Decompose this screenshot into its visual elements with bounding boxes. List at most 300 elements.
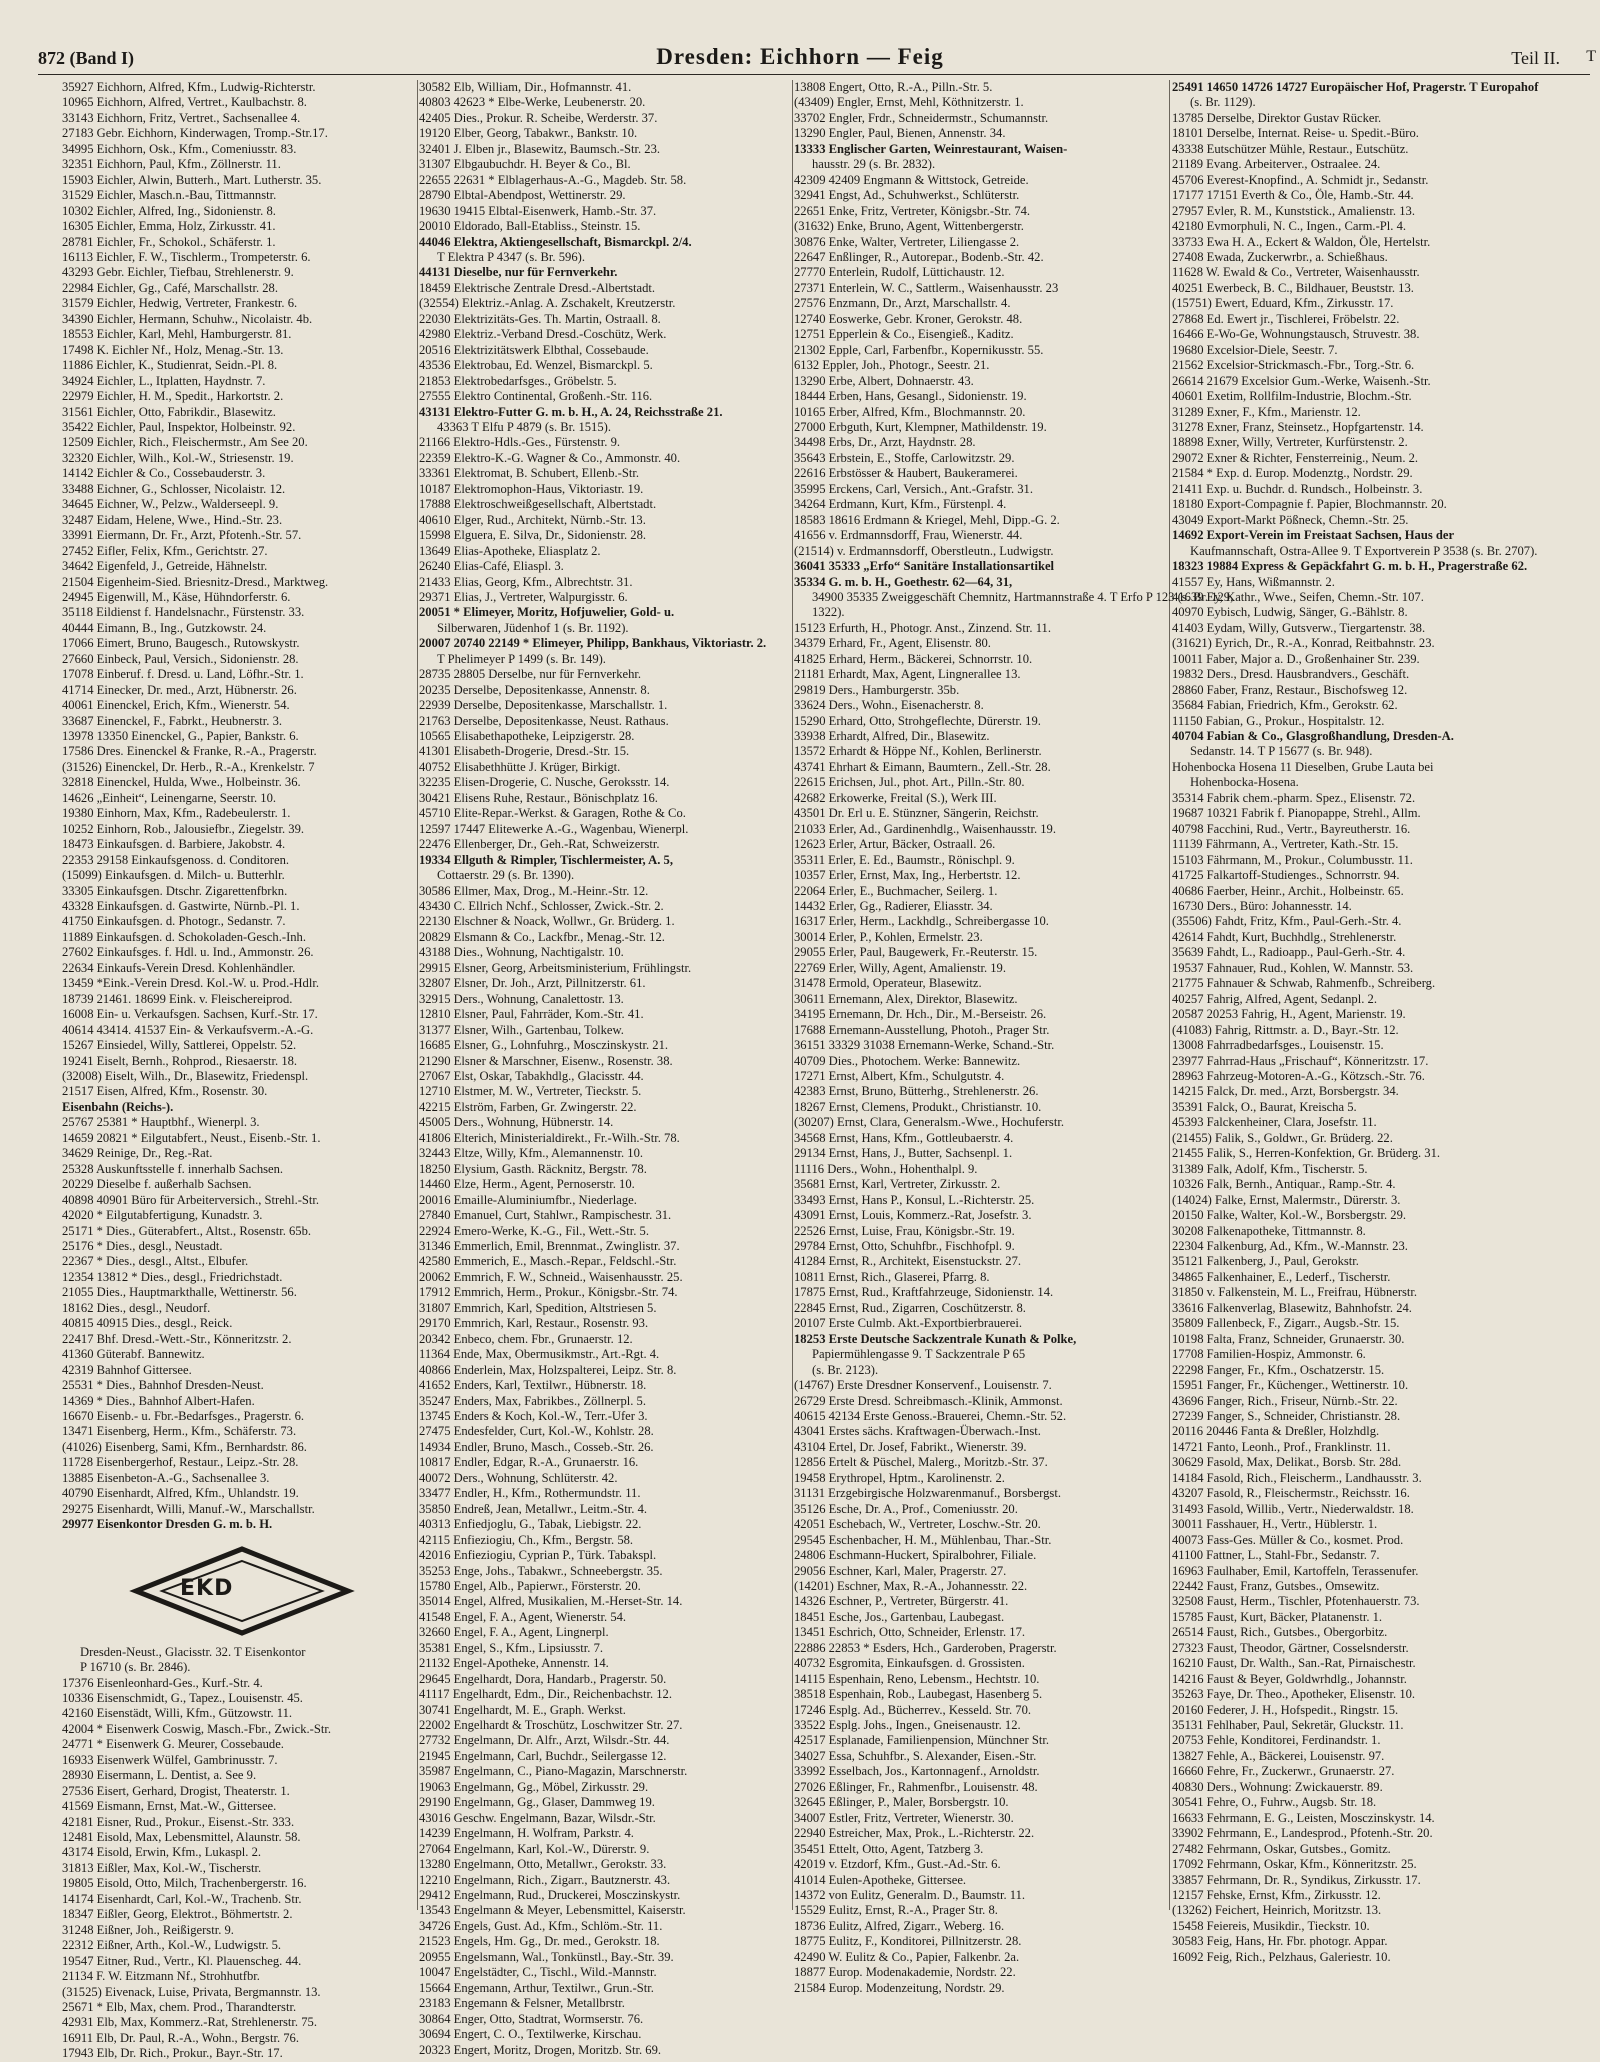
directory-entry: 21033 Erler, Ad., Gardinenhdlg., Waisenhausstr. 19.	[794, 821, 1056, 836]
directory-entry: 12623 Erler, Artur, Bäcker, Ostraall. 26.	[794, 837, 996, 852]
directory-entry: 41806 Elterich, Ministerialdirekt., Fr.-Wilh.-Str. 78.	[419, 1130, 680, 1145]
directory-entry: 12597 17447 Elitewerke A.-G., Wagenbau, Wienerpl.	[419, 821, 689, 836]
directory-entry: 41639 Ey, Kathr., Wwe., Seifen, Chemn.-Str. 107.	[1172, 589, 1424, 604]
directory-entry: 18459 Elektrische Zentrale Dresd.-Albertstadt.	[419, 280, 656, 295]
directory-entry: 42215 Elström, Farben, Gr. Zwingerstr. 22.	[419, 1099, 637, 1114]
directory-entry: 10165 Erber, Alfred, Kfm., Blochmannstr. 20.	[794, 404, 1026, 419]
directory-entry: 35809 Fallenbeck, F., Zigarr., Augsb.-Str. 15.	[1172, 1316, 1400, 1331]
directory-entry: 41100 Fattner, L., Stahl-Fbr., Sedanstr. 7.	[1172, 1548, 1380, 1563]
directory-entry: 20107 Erste Culmb. Akt.-Exportbierbrauerei.	[794, 1316, 1023, 1331]
directory-entry: 42019 v. Etzdorf, Kfm., Gust.-Ad.-Str. 6.	[794, 1857, 1001, 1872]
directory-entry: 27957 Evler, R. M., Kunststick., Amalienstr. 13.	[1172, 203, 1415, 218]
directory-entry: 34642 Eigenfeld, J., Getreide, Hähnelstr.	[62, 559, 268, 574]
directory-entry: 15998 Elguera, E. Silva, Dr., Sidonienstr. 28.	[419, 528, 647, 543]
directory-entry: 25171 * Dies., Güterabfert., Altst., Rosenstr. 65b.	[62, 1223, 312, 1238]
directory-entry: 33624 Ders., Wohn., Eisenacherstr. 8.	[794, 698, 984, 713]
directory-entry: 41117 Engelhardt, Edm., Dir., Reichenbachstr. 12.	[419, 1687, 672, 1702]
directory-entry: 28930 Eisermann, L. Dentist, a. See 9.	[62, 1768, 257, 1783]
directory-entry: 41569 Eismann, Ernst, Mat.-W., Gittersee.	[62, 1799, 277, 1814]
directory-entry: 29055 Erler, Paul, Baugewerk, Fr.-Reuterstr. 15.	[794, 945, 1038, 960]
directory-entry: 22417 Bhf. Dresd.-Wett.-Str., Könneritzstr. 2.	[62, 1331, 292, 1346]
directory-entry: 27555 Elektro Continental, Großenh.-Str. 116.	[419, 389, 653, 404]
directory-entry: 31389 Falk, Adolf, Kfm., Tischerstr. 5.	[1172, 1161, 1368, 1176]
directory-entry: 28735 28805 Derselbe, nur für Fernverkehr.	[419, 667, 642, 682]
directory-entry: 44046 Elektra, Aktiengesellschaft, Bismarckpl. 2/4.	[419, 234, 692, 249]
directory-entry: 18250 Elysium, Gasth. Räcknitz, Bergstr. 78.	[419, 1161, 647, 1176]
directory-entry: 13978 13350 Einenckel, G., Papier, Bankstr. 6.	[62, 729, 299, 744]
directory-entry: 11364 Ende, Max, Obermusikmstr., Art.-Rgt. 4.	[419, 1347, 660, 1362]
directory-entry: 21504 Eigenheim-Sied. Briesnitz-Dresd., Marktweg.	[62, 574, 329, 589]
directory-entry: 29412 Engelmann, Rud., Druckerei, Mosczinskystr.	[419, 1888, 681, 1903]
directory-entry: 12157 Fehske, Ernst, Kfm., Zirkusstr. 12.	[1172, 1888, 1381, 1903]
directory-entry: (31621) Eyrich, Dr., R.-A., Konrad, Reitbahnstr. 23.	[1172, 636, 1435, 651]
directory-entry: 17875 Ernst, Rud., Kraftfahrzeuge, Sidonienstr. 14.	[794, 1285, 1054, 1300]
directory-entry: 33938 Erhardt, Alfred, Dir., Blasewitz.	[794, 729, 990, 744]
directory-entry: (41026) Eisenberg, Sami, Kfm., Bernhardstr. 86.	[62, 1439, 307, 1454]
directory-entry: 27602 Einkaufsges. f. Hdl. u. Ind., Ammonstr. 26.	[62, 945, 314, 960]
directory-entry: 30582 Elb, William, Dir., Hofmannstr. 41.	[419, 80, 632, 94]
directory-entry: 20160 Federer, J. H., Hofspedit., Ringstr. 15.	[1172, 1702, 1399, 1717]
directory-entry: 13471 Eisenberg, Herm., Kfm., Schäferstr. 73.	[62, 1424, 297, 1439]
directory-entry: 22634 Einkaufs-Verein Dresd. Kohlenhändler.	[62, 960, 296, 975]
directory-entry: (31525) Eivenack, Luise, Privata, Bergmannstr. 13.	[62, 1984, 321, 1999]
directory-entry: 35927 Eichhorn, Alfred, Kfm., Ludwig-Richterstr.	[62, 80, 316, 94]
directory-entry: 10357 Erler, Ernst, Max, Ing., Herbertstr. 12.	[794, 868, 1021, 883]
directory-entry: 17708 Familien-Hospiz, Ammonstr. 6.	[1172, 1347, 1366, 1362]
column-divider	[1169, 80, 1170, 1910]
directory-entry: 20150 Falke, Walter, Kol.-W., Borsbergstr. 29.	[1172, 1208, 1407, 1223]
directory-entry: 25767 25381 * Hauptbhf., Wienerpl. 3.	[62, 1115, 260, 1130]
directory-entry: 33702 Engler, Frdr., Schneidermstr., Schumannstr.	[794, 110, 1049, 125]
directory-entry: 10187 Elektromophon-Haus, Viktoriastr. 19.	[419, 481, 644, 496]
directory-entry: 42020 * Eilgutabfertigung, Kunadstr. 3.	[62, 1208, 263, 1223]
directory-entry: 42931 Elb, Max, Kommerz.-Rat, Strehlenerstr. 75.	[62, 2015, 317, 2030]
directory-entry: 13827 Fehle, A., Bäckerei, Louisenstr. 97.	[1172, 1748, 1385, 1763]
directory-entry: 22769 Erler, Willy, Agent, Amalienstr. 19.	[794, 960, 1007, 975]
directory-entry: 42319 Bahnhof Gittersee.	[62, 1362, 192, 1377]
directory-entry: 43104 Ertel, Dr. Josef, Fabrikt., Wienerstr. 39.	[794, 1439, 1027, 1454]
directory-entry: 19537 Fahnauer, Rud., Kohlen, W. Mannstr. 53.	[1172, 960, 1414, 975]
directory-entry: 20062 Emmrich, F. W., Schneid., Waisenhausstr. 25.	[419, 1269, 683, 1284]
directory-entry: 32443 Eltze, Willy, Kfm., Alemannenstr. 10.	[419, 1146, 644, 1161]
directory-entry: 42980 Elektriz.-Verband Dresd.-Coschütz, Werk.	[419, 327, 667, 342]
directory-entry: 20229 Dieselbe f. außerhalb Sachsen.	[62, 1177, 252, 1192]
directory-entry: 42309 42409 Engmann & Wittstock, Getreide.	[794, 172, 1029, 187]
directory-entry: 35451 Ettelt, Otto, Agent, Tatzberg 3.	[794, 1841, 984, 1856]
directory-entry: 27239 Fanger, S., Schneider, Christianstr. 28.	[1172, 1408, 1401, 1423]
directory-entry: 43174 Eisold, Erwin, Kfm., Lukaspl. 2.	[62, 1845, 262, 1860]
directory-entry: 22845 Ernst, Rud., Zigarren, Coschützerstr. 8.	[794, 1300, 1026, 1315]
directory-entry: 40251 Ewerbeck, B. C., Bildhauer, Beuststr. 13.	[1172, 280, 1414, 295]
directory-entry: 30694 Engert, C. O., Textilwerke, Kirschau.	[419, 2027, 642, 2042]
directory-entry: 42490 W. Eulitz & Co., Papier, Falkenbr. 2a.	[794, 1949, 1020, 1964]
directory-entry: 22526 Ernst, Luise, Frau, Königsbr.-Str. 19.	[794, 1223, 1015, 1238]
directory-entry: (14024) Falke, Ernst, Malermstr., Dürerstr. 3.	[1172, 1192, 1401, 1207]
directory-entry: 21433 Elias, Georg, Kfm., Albrechtstr. 31.	[419, 574, 633, 589]
header-rule	[38, 74, 1590, 75]
directory-entry: T Elektra P 4347 (s. Br. 596).	[437, 249, 585, 264]
directory-entry: (14201) Eschner, Max, R.-A., Johannesstr. 22.	[794, 1578, 1028, 1593]
directory-entry: Papiermühlengasse 9. T Sackzentrale P 65	[812, 1347, 1026, 1362]
directory-entry: 33488 Eichner, G., Schlosser, Nicolaistr. 12.	[62, 481, 286, 496]
directory-entry: 41548 Engel, F. A., Agent, Wienerstr. 54.	[419, 1609, 627, 1624]
directory-entry: 21189 Evang. Arbeiterver., Ostraalee. 24.	[1172, 157, 1381, 172]
directory-entry: 19832 Ders., Dresd. Hausbrandvers., Geschäft.	[1172, 667, 1410, 682]
directory-entry: 27482 Fehrmann, Oskar, Gutsbes., Gomitz.	[1172, 1841, 1391, 1856]
directory-entry: 15458 Feiereis, Musikdir., Tieckstr. 10.	[1172, 1918, 1370, 1933]
directory-entry: (32008) Eiselt, Wilh., Dr., Blasewitz, Friedenspl.	[62, 1069, 309, 1083]
directory-entry: 11628 W. Ewald & Co., Vertreter, Waisenhausstr.	[1172, 265, 1420, 280]
directory-entry: 40614 43414. 41537 Ein- & Verkaufsverm.-A.-G.	[62, 1022, 314, 1037]
directory-entry: 20753 Fehle, Konditorei, Ferdinandstr. 1.	[1172, 1733, 1381, 1748]
directory-entry: 35391 Falck, O., Baurat, Kreischa 5.	[1172, 1099, 1357, 1114]
directory-entry: 30208 Falkenapotheke, Tittmannstr. 8.	[1172, 1223, 1366, 1238]
directory-entry: 16730 Ders., Büro: Johannesstr. 14.	[1172, 899, 1352, 914]
directory-entry: hausstr. 29 (s. Br. 2832).	[812, 157, 936, 172]
directory-entry: 35014 Engel, Alfred, Musikalien, M.-Herset-Str. 14.	[419, 1594, 683, 1609]
directory-entry: Hohenbocka-Hosena.	[1190, 775, 1299, 790]
directory-entry: 16670 Eisenb.- u. Fbr.-Bedarfsges., Pragerstr. 6.	[62, 1408, 305, 1423]
directory-entry: 14216 Faust & Beyer, Goldwrhdlg., Johannstr.	[1172, 1671, 1407, 1686]
directory-entry: 35639 Fahdt, L., Radioapp., Paul-Gerh.-Str. 4.	[1172, 945, 1406, 960]
directory-entry: 15664 Engemann, Arthur, Textilwr., Grun.-Str.	[419, 1980, 654, 1995]
directory-entry: 32320 Eichler, Wilh., Kol.-W., Striesenstr. 19.	[62, 450, 294, 465]
directory-entry: 13572 Erhardt & Höppe Nf., Kohlen, Berlinerstr.	[794, 744, 1042, 759]
directory-entry: 42160 Eisenstädt, Willi, Kfm., Gützowstr. 11.	[62, 1706, 293, 1721]
directory-entry: 43430 C. Ellrich Nchf., Schlosser, Zwick.-Str. 2.	[419, 899, 664, 914]
directory-entry: 14369 * Dies., Bahnhof Albert-Hafen.	[62, 1393, 255, 1408]
directory-entry: 17888 Elektroschweißgesellschaft, Albertstadt.	[419, 497, 657, 512]
directory-entry: 17271 Ernst, Albert, Kfm., Schulgutstr. 4.	[794, 1069, 1005, 1083]
directory-entry: 18101 Derselbe, Internat. Reise- u. Spedit.-Büro.	[1172, 126, 1419, 141]
directory-entry: (s. Br. 2123).	[812, 1362, 879, 1377]
directory-entry: 14432 Erler, Gg., Radierer, Eliasstr. 34.	[794, 899, 993, 914]
directory-entry: 10252 Einhorn, Rob., Jalousiefbr., Ziegelstr. 39.	[62, 821, 305, 836]
directory-entry: 20587 20253 Fahrig, H., Agent, Marienstr. 19.	[1172, 1007, 1406, 1022]
directory-entry: Kaufmannschaft, Ostra-Allee 9. T Exportverein P 3538 (s. Br. 2707).	[1190, 543, 1538, 558]
directory-entry: 27576 Enzmann, Dr., Arzt, Marschallstr. 4.	[794, 296, 1011, 311]
directory-entry: 35263 Faye, Dr. Theo., Apotheker, Elisenstr. 10.	[1172, 1687, 1416, 1702]
directory-entry: 27452 Eifler, Felix, Kfm., Gerichtstr. 27.	[62, 543, 268, 558]
directory-entry: Sedanstr. 14. T P 15677 (s. Br. 948).	[1190, 744, 1373, 759]
directory-entry: 20051 * Elimeyer, Moritz, Hofjuwelier, Gold- u.	[419, 605, 675, 620]
directory-entry: 13333 Englischer Garten, Weinrestaurant, Waisen-	[794, 141, 1068, 156]
directory-entry: 28790 Elbtal-Abendpost, Wettinerstr. 29.	[419, 188, 626, 203]
directory-entry: 21166 Elektro-Hdls.-Ges., Fürstenstr. 9.	[419, 435, 621, 450]
directory-entry: 21302 Epple, Carl, Farbenfbr., Kopernikusstr. 55.	[794, 342, 1044, 357]
directory-entry: 40686 Faerber, Heinr., Archit., Holbeinstr. 65.	[1172, 883, 1404, 898]
directory-entry: 32487 Eidam, Helene, Wwe., Hind.-Str. 23.	[62, 512, 283, 527]
directory-entry: 29190 Engelmann, Gg., Glaser, Dammweg 19.	[419, 1795, 655, 1810]
directory-entry: 14184 Fasold, Rich., Fleischerm., Landhausstr. 3.	[1172, 1470, 1422, 1485]
directory-entry: 6132 Eppler, Joh., Photogr., Seestr. 21.	[794, 358, 990, 373]
directory-entry: 32508 Faust, Herm., Tischler, Pfotenhauerstr. 73.	[1172, 1594, 1420, 1609]
directory-entry: 33902 Fehrmann, E., Landesprod., Pfotenh.-Str. 20.	[1172, 1826, 1433, 1841]
directory-entry: 29371 Elias, J., Vertreter, Walpurgisstr. 6.	[419, 589, 628, 604]
directory-entry: 35995 Erckens, Carl, Versich., Ant.-Grafstr. 31.	[794, 481, 1034, 496]
directory-entry: 41714 Einecker, Dr. med., Arzt, Hübnerstr. 26.	[62, 682, 297, 697]
directory-entry: 17586 Dres. Einenckel & Franke, R.-A., Pragerstr.	[62, 744, 317, 759]
directory-entry: 13008 Fahrradbedarfsges., Louisenstr. 15.	[1172, 1038, 1384, 1053]
directory-entry: 31561 Eichler, Otto, Fabrikdir., Blasewitz.	[62, 404, 276, 419]
directory-entry: 41360 Güterabf. Bannewitz.	[62, 1347, 205, 1362]
directory-entry: 34379 Erhard, Fr., Agent, Elisenstr. 80.	[794, 636, 991, 651]
directory-entry: 23977 Fahrrad-Haus „Frischauf“, Könneritzstr. 17.	[1172, 1053, 1429, 1068]
directory-entry: (31526) Einenckel, Dr. Herb., R.-A., Krenkelstr. 7	[62, 759, 315, 774]
directory-entry: 43131 Elektro-Futter G. m. b. H., A. 24, Reichsstraße 21.	[419, 404, 723, 419]
directory-entry: 21584 Europ. Modenzeitung, Nordstr. 29.	[794, 1980, 1005, 1995]
directory-entry: 14626 „Einheit“, Leinengarne, Seerstr. 10.	[62, 790, 277, 805]
directory-entry: 45710 Elite-Repar.-Werkst. & Garagen, Rothe & Co.	[419, 806, 686, 821]
directory-entry: 14215 Falck, Dr. med., Arzt, Borsbergstr. 34.	[1172, 1084, 1399, 1099]
directory-entry: 32941 Engst, Ad., Schuhwerkst., Schlüterstr.	[794, 188, 1020, 203]
directory-entry: 10326 Falk, Bernh., Antiquar., Ramp.-Str. 4.	[1172, 1177, 1396, 1192]
directory-entry: 20829 Elsmann & Co., Lackfbr., Menag.-Str. 12.	[419, 929, 665, 944]
directory-entry: 15123 Erfurth, H., Photogr. Anst., Zinzend. Str. 11.	[794, 620, 1051, 635]
directory-entry: 41725 Falkartoff-Studienges., Schnorrstr. 94.	[1172, 868, 1400, 883]
directory-entry: (31632) Enke, Bruno, Agent, Wittenbergerstr.	[794, 219, 1024, 234]
directory-entry: 45393 Falckenheiner, Clara, Josefstr. 11.	[1172, 1115, 1377, 1130]
directory-entry: 29170 Emmrich, Karl, Restaur., Rosenstr. 93.	[419, 1316, 649, 1331]
directory-entry: 38518 Espenhain, Rob., Laubegast, Hasenberg 5.	[794, 1687, 1043, 1702]
directory-entry: 14326 Eschner, P., Vertreter, Bürgerstr. 41.	[794, 1594, 1009, 1609]
part-label: Teil II.	[1511, 48, 1560, 68]
directory-entry: 12810 Elsner, Paul, Fahrräder, Kom.-Str. 41.	[419, 1007, 644, 1022]
directory-entry: 28963 Fahrzeug-Motoren-A.-G., Kötzsch.-Str. 76.	[1172, 1069, 1425, 1083]
directory-entry: 29819 Ders., Hamburgerstr. 35b.	[794, 682, 960, 697]
directory-entry: 27026 Eßlinger, Fr., Rahmenfbr., Louisenstr. 48.	[794, 1779, 1038, 1794]
directory-entry: 30421 Elisens Ruhe, Restaur., Bönischplatz 16.	[419, 790, 658, 805]
directory-entry: 20955 Engelsmann, Wal., Tonkünstl., Bay.-Str. 39.	[419, 1949, 674, 1964]
column-1	[62, 80, 417, 2061]
directory-entry: 42405 Dies., Prokur. R. Scheibe, Werderstr. 37.	[419, 110, 658, 125]
directory-entry: 33522 Esplg. Johs., Ingen., Gneisenaustr. 12.	[794, 1718, 1021, 1733]
directory-entry: 18473 Einkaufsgen. d. Barbiere, Jakobstr. 4.	[62, 837, 286, 852]
directory-entry: 18736 Eulitz, Alfred, Zigarr., Weberg. 16.	[794, 1918, 1005, 1933]
directory-entry: 42383 Ernst, Bruno, Bütterhg., Strehlenerstr. 26.	[794, 1084, 1039, 1099]
directory-entry: 45706 Everest-Knopfind., A. Schmidt jr., Sedanstr.	[1172, 172, 1429, 187]
directory-entry: 29915 Elsner, Georg, Arbeitsministerium, Frühlingstr.	[419, 960, 692, 975]
directory-entry: 31248 Eißner, Joh., Reißigerstr. 9.	[62, 1922, 234, 1937]
directory-entry: 36151 33329 31038 Ernemann-Werke, Schand.-Str.	[794, 1038, 1055, 1053]
directory-entry: 43049 Export-Markt Pößneck, Chemn.-Str. 25.	[1172, 512, 1409, 527]
directory-entry: 42682 Erkowerke, Freital (S.), Werk III.	[794, 790, 997, 805]
directory-entry: 40704 Fabian & Co., Glasgroßhandlung, Dresden-A.	[1172, 729, 1454, 744]
directory-entry: 18444 Erben, Hans, Gesangl., Sidonienstr. 19.	[794, 389, 1027, 404]
directory-entry: 19458 Erythropel, Hptm., Karolinenstr. 2.	[794, 1470, 1005, 1485]
directory-entry: 10817 Endler, Edgar, R.-A., Grunaerstr. 16.	[419, 1455, 639, 1470]
directory-entry: 40732 Esgromita, Einkaufsgen. d. Grossisten.	[794, 1656, 1025, 1671]
directory-entry: 13543 Engelmann & Meyer, Lebensmittel, Kaiserstr.	[419, 1903, 686, 1918]
directory-entry: 31346 Emmerlich, Emil, Brennmat., Zwinglistr. 37.	[419, 1238, 680, 1253]
directory-entry: 33992 Esselbach, Jos., Kartonnagenf., Arnoldstr.	[794, 1764, 1040, 1779]
directory-entry: 42016 Enfieziogiu, Cyprian P., Türk. Tabakspl.	[419, 1548, 657, 1563]
directory-entry: 19547 Eitner, Rud., Vertr., Kl. Plauenscheg. 44.	[62, 1953, 302, 1968]
directory-entry: 17498 K. Eichler Nf., Holz, Menag.-Str. 13.	[62, 342, 284, 357]
directory-entry: 22655 22631 * Elblagerhaus-A.-G., Magdeb. Str. 58.	[419, 172, 687, 187]
directory-entry: 13290 Engler, Paul, Bienen, Annenstr. 34.	[794, 126, 1006, 141]
directory-entry: 27732 Engelmann, Dr. Alfr., Arzt, Wilsdr.-Str. 44.	[419, 1733, 670, 1748]
directory-entry: 25531 * Dies., Bahnhof Dresden-Neust.	[62, 1378, 264, 1393]
directory-entry: 14460 Elze, Herm., Agent, Pernoserstr. 10.	[419, 1177, 635, 1192]
directory-entry: 35311 Erler, E. Ed., Baumstr., Rönischpl. 9.	[794, 852, 1015, 867]
directory-entry: 22367 * Dies., desgl., Altst., Elbufer.	[62, 1254, 249, 1269]
directory-entry: 43207 Fasold, R., Fleischermstr., Reichsstr. 16.	[1172, 1486, 1410, 1501]
directory-entry: 40830 Ders., Wohnung: Zwickauerstr. 89.	[1172, 1779, 1383, 1794]
column-divider	[417, 80, 418, 1910]
directory-entry: 18775 Eulitz, F., Konditorei, Pillnitzerstr. 28.	[794, 1934, 1022, 1949]
directory-entry: 18739 21461. 18699 Eink. v. Fleischereiprod.	[62, 991, 293, 1006]
directory-entry: 33991 Eiermann, Dr. Fr., Arzt, Pfotenh.-Str. 57.	[62, 528, 302, 543]
directory-entry: 27067 Elst, Oskar, Tabakhdlg., Glacisstr. 44.	[419, 1069, 644, 1083]
directory-entry: 35850 Endreß, Jean, Metallwr., Leitm.-Str. 4.	[419, 1501, 648, 1516]
directory-entry: 20516 Elektrizitätswerk Elbthal, Cossebaude.	[419, 342, 649, 357]
directory-entry: 30586 Ellmer, Max, Drog., M.-Heinr.-Str. 12.	[419, 883, 649, 898]
directory-entry: 24945 Eigenwill, M., Käse, Hühndorferstr. 6.	[62, 589, 291, 604]
directory-entry: 20016 Emaille-Aluminiumfbr., Niederlage.	[419, 1192, 637, 1207]
directory-entry: 35314 Fabrik chem.-pharm. Spez., Elisenstr. 72.	[1172, 790, 1416, 805]
directory-entry: 20116 20446 Fanta & Dreßler, Holzhdlg.	[1172, 1424, 1380, 1439]
directory-entry: 16113 Eichler, F. W., Tischlerm., Trompeterstr. 6.	[62, 249, 311, 264]
directory-entry: 35334 G. m. b. H., Goethestr. 62—64, 31,	[794, 574, 1013, 589]
directory-entry: 22353 29158 Einkaufsgenoss. d. Conditoren.	[62, 852, 290, 867]
directory-entry: (14767) Erste Dresdner Konservenf., Louisenstr. 7.	[794, 1378, 1052, 1393]
directory-entry: 12354 13812 * Dies., desgl., Friedrichstadt.	[62, 1269, 283, 1284]
directory-entry: 19120 Elber, Georg, Tabakwr., Bankstr. 10.	[419, 126, 638, 141]
directory-entry: 22924 Emero-Werke, K.-G., Fil., Wett.-Str. 5.	[419, 1223, 649, 1238]
directory-entry: 29134 Ernst, Hans, J., Butter, Sachsenpl. 1.	[794, 1146, 1013, 1161]
logo-lettering: EKD	[180, 1575, 234, 1601]
directory-entry: 11116 Ders., Wohn., Hohenthalpl. 9.	[794, 1161, 978, 1176]
directory-entry: (13262) Feichert, Heinrich, Moritzstr. 13.	[1172, 1903, 1382, 1918]
directory-entry: 16963 Faulhaber, Emil, Kartoffeln, Terassenufer.	[1172, 1563, 1419, 1578]
directory-entry: 17688 Ernemann-Ausstellung, Photoh., Prager Str.	[794, 1022, 1050, 1037]
directory-entry: 30629 Fasold, Max, Delikat., Borsb. Str. 28d.	[1172, 1455, 1402, 1470]
directory-entry: 31131 Erzgebirgische Holzwarenmanuf., Borsbergst.	[794, 1486, 1061, 1501]
directory-entry: 11139 Fährmann, A., Vertreter, Kath.-Str. 15.	[1172, 837, 1399, 852]
directory-entry: 12710 Elstmer, M. W., Vertreter, Tieckstr. 5.	[419, 1084, 642, 1099]
directory-entry: 40803 42623 * Elbe-Werke, Leubenerstr. 20.	[419, 95, 646, 110]
directory-entry: Hohenbocka Hosena 11 Dieselben, Grube Lauta bei	[1172, 759, 1434, 774]
directory-entry: 17943 Elb, Dr. Rich., Prokur., Bayr.-Str. 17.	[62, 2046, 283, 2061]
directory-entry: 42614 Fahdt, Kurt, Buchhdlg., Strehlenerstr.	[1172, 929, 1397, 944]
directory-entry: 22064 Erler, E., Buchmacher, Seilerg. 1.	[794, 883, 998, 898]
directory-entry: 35684 Fabian, Friedrich, Kfm., Gerokstr. 62.	[1172, 698, 1398, 713]
directory-entry: 24771 * Eisenwerk G. Meurer, Cossebaude.	[62, 1737, 284, 1752]
directory-entry: 34629 Reinige, Dr., Reg.-Rat.	[62, 1146, 213, 1161]
directory-entry: 31478 Ermold, Operateur, Blasewitz.	[794, 976, 982, 991]
directory-entry: 31278 Exner, Franz, Steinsetz., Hopfgartenstr. 14.	[1172, 419, 1424, 434]
directory-entry: 44131 Dieselbe, nur für Fernverkehr.	[419, 265, 618, 280]
directory-entry: 18253 Erste Deutsche Sackzentrale Kunath & Polke,	[794, 1331, 1077, 1346]
directory-entry: 27536 Eisert, Gerhard, Drogist, Theaterstr. 1.	[62, 1783, 290, 1798]
directory-entry: 28860 Faber, Franz, Restaur., Bischofsweg 12.	[1172, 682, 1408, 697]
directory-entry: 21763 Derselbe, Depositenkasse, Neust. Rathaus.	[419, 713, 669, 728]
directory-entry: 29977 Eisenkontor Dresden G. m. b. H.	[62, 1517, 273, 1532]
directory-entry: (15751) Ewert, Eduard, Kfm., Zirkusstr. 17.	[1172, 296, 1394, 311]
directory-entry: 27000 Erbguth, Kurt, Klempner, Mathildenstr. 19.	[794, 419, 1047, 434]
directory-entry: 18451 Esche, Jos., Gartenbau, Laubegast.	[794, 1609, 1005, 1624]
directory-entry: 14721 Fanto, Leonh., Prof., Franklinstr. 11.	[1172, 1439, 1391, 1454]
directory-entry: 33857 Fehrmann, Dr. R., Syndikus, Zirkusstr. 17.	[1172, 1872, 1421, 1887]
directory-entry: 31289 Exner, F., Kfm., Marienstr. 12.	[1172, 404, 1361, 419]
directory-entry: 42004 * Eisenwerk Coswig, Masch.-Fbr., Zwick.-Str.	[62, 1721, 331, 1736]
directory-entry: 13785 Derselbe, Direktor Gustav Rücker.	[1172, 110, 1382, 125]
directory-entry: 15780 Engel, Alb., Papierwr., Försterstr. 20.	[419, 1578, 641, 1593]
directory-entry: 43536 Elektrobau, Ed. Wenzel, Bismarckpl. 5.	[419, 358, 653, 373]
directory-entry: 27475 Endesfelder, Curt, Kol.-W., Kohlstr. 28.	[419, 1424, 654, 1439]
directory-entry: 22002 Engelhardt & Troschütz, Loschwitzer Str. 27.	[419, 1718, 683, 1733]
directory-entry: 42051 Eschebach, W., Vertreter, Loschw.-Str. 20.	[794, 1517, 1041, 1532]
directory-entry: 22940 Estreicher, Max, Prok., L.-Richterstr. 22.	[794, 1826, 1035, 1841]
directory-entry: 14372 von Eulitz, Generalm. D., Baumstr. 11.	[794, 1888, 1026, 1903]
directory-entry: 17912 Emmrich, Herm., Prokur., Königsbr.-Str. 74.	[419, 1285, 678, 1300]
directory-entry: 16911 Elb, Dr. Paul, R.-A., Wohn., Bergstr. 76.	[62, 2030, 299, 2045]
directory-entry: 27371 Enterlein, W. C., Sattlerm., Waisenhausstr. 23	[794, 280, 1059, 295]
directory-entry: 35987 Engelmann, C., Piano-Magazin, Marschnerstr.	[419, 1764, 688, 1779]
directory-entry: 28781 Eichler, Fr., Schokol., Schäferstr. 1.	[62, 234, 276, 249]
directory-entry: 34726 Engels, Gust. Ad., Kfm., Schlöm.-Str. 11.	[419, 1918, 663, 1933]
directory-entry: Silberwaren, Jüdenhof 1 (s. Br. 1192).	[437, 620, 629, 635]
directory-entry: 21584 * Exp. d. Europ. Modenztg., Nordstr. 29.	[1172, 466, 1413, 481]
directory-entry: 22984 Eichler, Gg., Café, Marschallstr. 28.	[62, 280, 278, 295]
directory-entry: (21455) Falik, S., Goldwr., Gr. Brüderg. 22.	[1172, 1130, 1393, 1145]
directory-entry: 12481 Eisold, Max, Lebensmittel, Alaunstr. 58.	[62, 1830, 301, 1845]
directory-entry: 21562 Excelsior-Strickmasch.-Fbr., Torg.-Str. 6.	[1172, 358, 1415, 373]
directory-entry: 21517 Eisen, Alfred, Kfm., Rosenstr. 30.	[62, 1084, 268, 1099]
directory-entry: 35643 Erbstein, E., Stoffe, Carlowitzstr. 29.	[794, 450, 1015, 465]
directory-entry: (30207) Ernst, Clara, Generalsm.-Wwe., Hochuferstr.	[794, 1115, 1064, 1130]
directory-entry: 40257 Fahrig, Alfred, Agent, Sedanpl. 2.	[1172, 991, 1377, 1006]
directory-entry: 42517 Esplanade, Familienpension, Münchner Str.	[794, 1733, 1049, 1748]
directory-entry: 20007 20740 22149 * Elimeyer, Philipp, Bankhaus, Viktoriastr. 2.	[419, 636, 767, 651]
directory-entry: 34195 Ernemann, Dr. Hch., Dir., M.-Berseistr. 26.	[794, 1007, 1047, 1022]
directory-entry: 10198 Falta, Franz, Schneider, Grunaerstr. 30.	[1172, 1331, 1405, 1346]
directory-entry: 17078 Einberuf. f. Dresd. u. Land, Löfhr.-Str. 1.	[62, 667, 304, 682]
adjacent-page-edge: T	[1586, 48, 1596, 65]
directory-entry: 20323 Engert, Moritz, Drogen, Moritzb. Str. 69.	[419, 2042, 662, 2057]
directory-entry: 40709 Dies., Photochem. Werke: Bannewitz.	[794, 1053, 1021, 1068]
directory-entry: 35131 Fehlhaber, Paul, Sekretär, Gluckstr. 11.	[1172, 1718, 1404, 1733]
directory-entry: 34498 Erbs, Dr., Arzt, Haydnstr. 28.	[794, 435, 976, 450]
directory-entry: 31813 Eißler, Max, Kol.-W., Tischerstr.	[62, 1860, 262, 1875]
column-divider	[792, 80, 793, 1910]
directory-entry: 24806 Eschmann-Huckert, Spiralbohrer, Filiale.	[794, 1548, 1037, 1563]
directory-entry: 22312 Eißner, Arth., Kol.-W., Ludwigstr. 5.	[62, 1938, 282, 1953]
directory-entry: 17246 Esplg. Ad., Bücherrev., Kesseld. Str. 70.	[794, 1702, 1032, 1717]
directory-entry: 30583 Feig, Hans, Hr. Fbr. photogr. Appar.	[1172, 1934, 1388, 1949]
directory-entry: 19334 Ellguth & Rimpler, Tischlermeister, A. 5,	[419, 852, 673, 867]
page-title: Dresden: Eichhorn — Feig	[656, 44, 944, 69]
directory-entry: 18583 18616 Erdmann & Kriegel, Mehl, Dipp.-G. 2.	[794, 512, 1060, 527]
directory-entry: 43328 Einkaufsgen. d. Gastwirte, Nürnb.-Pl. 1.	[62, 899, 300, 914]
directory-entry: 21134 F. W. Eitzmann Nf., Strohhutfbr.	[62, 1969, 260, 1984]
directory-entry: 10811 Ernst, Rich., Glaserei, Pfarrg. 8.	[794, 1269, 990, 1284]
directory-entry: 41284 Ernst, R., Architekt, Eisenstuckstr. 27.	[794, 1254, 1022, 1269]
directory-entry: 29275 Eisenhardt, Willi, Manuf.-W., Marschallstr.	[62, 1501, 315, 1516]
directory-entry: 34264 Erdmann, Kurt, Kfm., Fürstenpl. 4.	[794, 497, 1007, 512]
directory-entry: Eisenbahn (Reichs-).	[62, 1099, 174, 1114]
directory-entry: 14174 Eisenhardt, Carl, Kol.-W., Trachenb. Str.	[62, 1891, 302, 1906]
directory-entry: 43016 Geschw. Engelmann, Bazar, Wilsdr.-Str.	[419, 1810, 656, 1825]
directory-entry: 26240 Elias-Café, Eliaspl. 3.	[419, 559, 564, 574]
directory-entry: 33305 Einkaufsgen. Dtschr. Zigarettenfbrkn.	[62, 883, 288, 898]
directory-entry: 33733 Ewa H. A., Eckert & Waldon, Öle, Hertelstr.	[1172, 234, 1431, 249]
directory-entry: 40898 40901 Büro für Arbeiterversich., Strehl.-Str.	[62, 1192, 320, 1207]
directory-entry: 34865 Falkenhainer, E., Lederf., Tischerstr.	[1172, 1269, 1391, 1284]
directory-entry: 21290 Elsner & Marschner, Eisenw., Rosenstr. 38.	[419, 1053, 673, 1068]
directory-entry: 40615 42134 Erste Genoss.-Brauerei, Chemn.-Str. 52.	[794, 1408, 1067, 1423]
